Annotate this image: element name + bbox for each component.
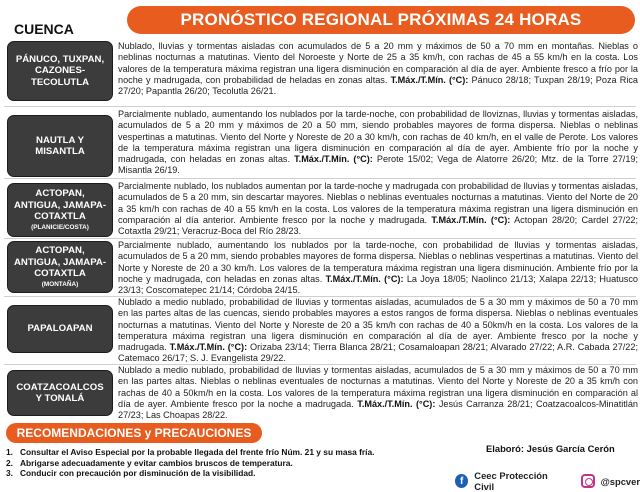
region-name: ACTOPAN, ANTIGUA, JAMAPA- COTAXTLA: [13, 188, 107, 223]
list-item: [6, 458, 446, 469]
social-handle[interactable]: @spcver: [600, 475, 640, 487]
temps-label: T.Máx./T.Mín. (°C):: [390, 74, 469, 85]
region-name: PÁNUCO, TUXPAN, CAZONES- TECOLUTLA: [15, 53, 105, 88]
recommendations-title: RECOMENDACIONES y PRECAUCIONES: [16, 426, 252, 440]
region-forecast: [118, 365, 638, 421]
region-label: [7, 115, 113, 177]
region-name: COATZACOALCOS Y TONALÁ: [16, 381, 104, 404]
list-item: [6, 447, 446, 458]
facebook-page-name[interactable]: Ceec Protección Civil: [474, 470, 548, 492]
region-subtitle: (MONTAÑA): [41, 280, 79, 288]
title-banner: [127, 6, 635, 34]
temps-values: Pánuco 28/18; Tuxpan 28/19; Poza Rica 27/20; Papantla 26/20; Tecolutla 26/21.: [118, 74, 638, 97]
item-text: Abrigarse adecuadamente y evitar cambios bruscos de temperatura.: [20, 457, 293, 468]
temps-label: T.Máx./T.Mín. (°C):: [431, 214, 511, 225]
temps-values: Orizaba 23/14; Tierra Blanca 28/21; Cosamaloapan 28/21; Alvarado 27/22; A.R. Cabada 27/22; Catemaco 26/17; S. J. Evangelista 29/22.: [118, 342, 638, 364]
social-footer: [455, 470, 640, 492]
temps-values: Jesús Carranza 28/21; Coatzacoalcos-Minatitlán 27/23; Las Choapas 28/22.: [118, 398, 638, 421]
instagram-icon[interactable]: [581, 474, 595, 488]
forecast-text: Parcialmente nublado, aumentando los nublados por la tarde-noche, con probabilidad de lluvias y tormentas aisladas, acumulados de 5 a 20 mm, siendo probables mayores de forma dispersa. Nieblas o neblinas vespertinas a matutinas. Viento del Norte y Noreste de 20 a 30 km/h. Los valores de la temperatura máxima registran una ligera disminución. Ambiente frío por la noche y madrugada, con heladas en zonas altas.: [118, 240, 638, 284]
temps-label: T.Máx./T.Mín. (°C):: [357, 398, 436, 409]
row-divider: [4, 106, 636, 107]
forecast-text: Parcialmente nublado, aumentando los nublados por la tarde-noche, con probabilidad de lloviznas, lluvias y tormentas aisladas, acumulados de 5 a 20 mm y máximos de 20 a 50 mm, siendo probables mayores de forma dispersa. Nieblas o neblinas vespertinas a matutinas. Viento del Norte y Noreste de 20 a 30 km/h, con rachas de 40 km/h, en el valle de Perote. Los valores de la temperatura máxima registran una ligera disminución en comparación al día de ayer. Ambiente frío por la noche y madrugada, con heladas en zonas altas.: [118, 109, 638, 165]
region-name: PAPALOAPAN: [27, 323, 93, 335]
page-title: PRONÓSTICO REGIONAL PRÓXIMAS 24 HORAS: [180, 10, 582, 29]
region-name: NAUTLA Y MISANTLA: [35, 134, 85, 157]
region-label: [7, 241, 113, 293]
item-text: Consultar el Aviso Especial por la probable llegada del frente frío Núm. 21 y su masa fría.: [20, 447, 375, 457]
temps-label: T.Máx./T.Mín. (°C):: [169, 342, 248, 353]
region-forecast: [118, 41, 638, 97]
temps-label: T.Máx./T.Mín. (°C):: [294, 154, 373, 165]
region-forecast: [118, 297, 638, 365]
author-credit: Elaboró: Jesús García Cerón: [486, 443, 615, 454]
region-label: [7, 183, 113, 237]
region-name: ACTOPAN, ANTIGUA, JAMAPA- COTAXTLA: [13, 245, 107, 280]
region-label: [7, 370, 113, 416]
row-divider: [4, 178, 636, 179]
forecast-text: Nublado a medio nublado, probabilidad de lluvias y tormentas aisladas, acumulados de 5 a 30 mm y máximos de 50 a 70 mm en las partes altas de las cuencas, siendo probables mayores a estos rangos de forma dispersa. Nieblas o neblinas eventuales nocturnas a matutinas. Viento del Norte y Noreste de 20 a 35 km/h con rachas de 40 a 50km/h en la costa. Los valores de la temperatura máxima registran una ligera disminución en comparación al día de ayer. Ambiente fresco por la noche y madrugada.: [118, 297, 638, 353]
region-label: [7, 41, 113, 101]
row-divider: [4, 238, 636, 239]
item-text: Conducir con precaución por disminución de la visibilidad.: [20, 468, 256, 478]
list-item: [6, 468, 446, 479]
item-number: 1.: [6, 447, 13, 457]
region-forecast: [118, 181, 638, 237]
forecast-text: Parcialmente nublado, los nublados aumentan por la tarde-noche y madrugada con probabilidad de lluvias y tormentas aisladas, acumulados de 5 a 20 mm, sin descartar mayores. Nieblas o neblinas eventuales nocturnas a matutinas. Viento del Norte de 20 a 35 km/h con rachas de 40 a 55 km/h en la costa. Los valores de la temperatura máxima registran una ligera disminución en comparación al día anterior. Ambiente fresco por la noche y madrugada.: [118, 181, 638, 225]
temps-values: La Joya 18/05; Naolinco 21/13; Xalapa 22/13; Huatusco 23/13; Coscomatepec 21/14; Córdoba 24/15.: [118, 273, 638, 296]
temps-values: Perote 15/02; Vega de Alatorre 26/20; Mtz. de la Torre 27/19; Misantla 26/19.: [118, 154, 639, 176]
facebook-icon[interactable]: f: [455, 474, 468, 488]
column-heading: CUENCA: [14, 21, 74, 37]
temps-values: Actopan 28/20; Cardel 27/22; Cotaxtla 29/21; Veracruz-Boca del Río 28/23.: [118, 214, 638, 237]
recommendations-list: [6, 447, 446, 479]
forecast-text: Nublado a medio nublado, probabilidad de lluvias y tormentas aisladas, acumulados de 5 a 30 mm y máximos de 50 a 70 mm en las partes altas. Nieblas o neblinas eventuales de nocturnas a matutinas. Viento del Norte y Noreste de 20 a 35 km/h con rachas de 40 a 50km/h en la costa. Los valores de la temperatura máxima registran una ligera disminución en comparación al día de ayer. Ambiente fresco por la noche a madrugada.: [118, 365, 638, 409]
region-label: [7, 305, 113, 353]
item-number: 3.: [6, 468, 13, 478]
temps-label: T.Máx./T.Mín. (°C):: [325, 273, 404, 284]
recommendations-banner: [6, 423, 262, 443]
region-subtitle: (PLANICIE/COSTA): [31, 223, 89, 231]
item-number: 2.: [6, 457, 13, 468]
region-forecast: [118, 109, 638, 177]
region-forecast: [118, 240, 638, 296]
forecast-text: Nublado, lluvias y tormentas aisladas con acumulados de 5 a 20 mm y máximos de 50 a 70 mm en montañas. Nieblas o neblinas nocturnas a matutinas. Viento del Noroeste y Norte de 25 a 35 km/h, con rachas de 45 a 55 km/h en la costa. Los valores de la temperatura máxima registran una ligera disminución en comparación al día de ayer. Ambiente fresco a frío por la noche y madrugada, con probabilidad de heladas en zonas altas.: [118, 41, 638, 85]
